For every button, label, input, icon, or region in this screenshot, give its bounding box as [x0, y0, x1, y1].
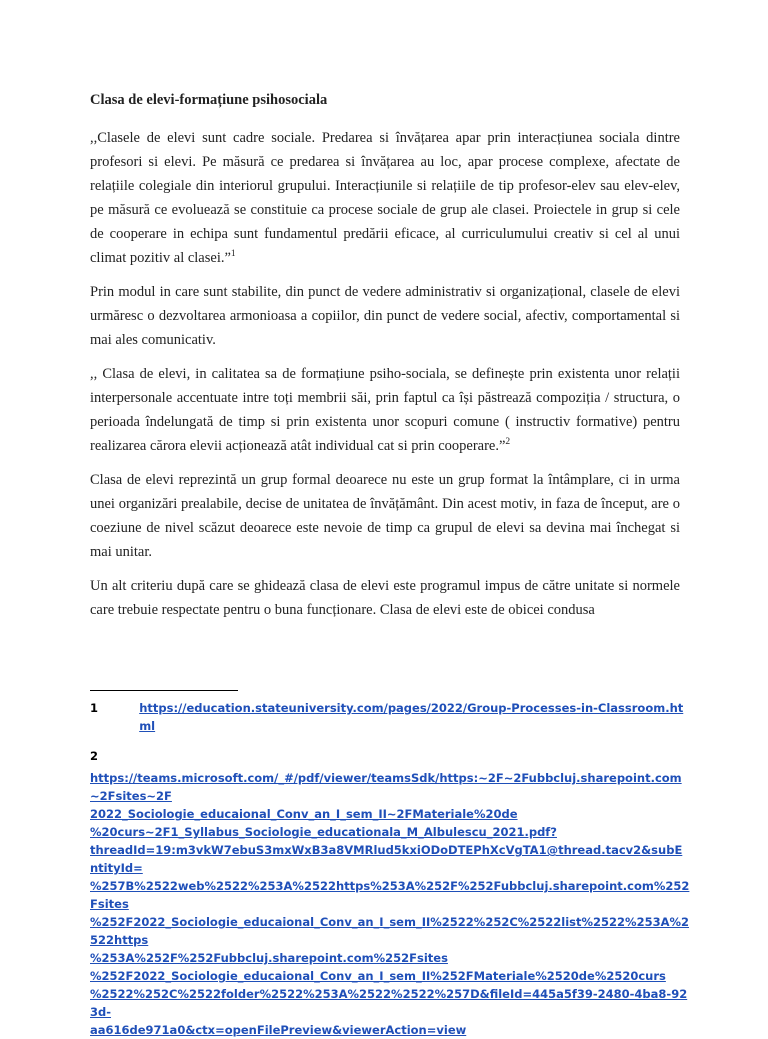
paragraph-5 [90, 574, 680, 622]
footnote-link-line: %2522%252C%2522folder%2522%253A%2522%2522%257D&fileId=445a5f39-2480-4ba8-923d- [90, 987, 688, 1019]
paragraph-2 [90, 280, 680, 352]
footnote-link-line: https://teams.microsoft.com/_#/pdf/viewer/teamsSdk/https:~2F~2Fubbcluj.sharepoint.com~2Fsites~2F [90, 771, 682, 803]
footnote-1 [90, 699, 690, 735]
paragraph-4 [90, 468, 680, 564]
paragraph-text: ,, Clasa de elevi, in calitatea sa de formațiune psiho-sociala, se definește prin existenta unor relații interpersonale accentuate intre toți membrii săi, prin faptul ca își păstrează compoziția / structura, o perioada îndelungată de timp si prin existenta unor scopuri comune ( instructiv formative) pentru realizarea cărora elevii acționează atât individual cat si prin cooperare.” [90, 366, 680, 454]
paragraph-quote-1 [90, 126, 680, 270]
footnote-number: 1 [90, 701, 99, 715]
paragraph-text: Un alt criteriu după care se ghidează clasa de elevi este programul impus de către unitate si normele care trebuie respectate pentru o buna funcționare. Clasa de elevi este de obicei condusa [90, 578, 680, 618]
footnote-link-line: %20curs~2F1_Syllabus_Sociologie_educationala_M_Albulescu_2021.pdf? [90, 825, 557, 839]
footnote-link-line: threadId=19:m3vkW7ebuS3mxWxB3a8VMRlud5kxiODoDTEPhXcVgTA1@thread.tacv2&subEntityId= [90, 843, 683, 875]
footnotes-section [90, 690, 690, 1039]
paragraph-text: ,,Clasele de elevi sunt cadre sociale. Predarea si învățarea apar prin interacțiunea sociala dintre profesori si elevi. Pe măsură ce predarea si învățarea au loc, apar procese complexe, afectate de relațiile colegiale din interiorul grupului. Interacțiunile si relațiile de tip profesor-elev sau elev-elev, pe măsură ce evoluează se constituie ca procese sociale de grup ale clasei. Proiectele in grup si cele de cooperare in echipa sunt fundamentul predării eficace, al curriculumului creativ si cel al unui climat pozitiv al clasei.” [90, 130, 680, 266]
footnote-number: 2 [90, 749, 99, 763]
footnote-link-line: %252F2022_Sociologie_educaional_Conv_an_I_sem_II%2522%252C%2522list%2522%253A%2522https [90, 915, 689, 947]
footnote-ref[interactable]: 2 [505, 437, 511, 448]
paragraph-quote-2 [90, 362, 680, 458]
paragraph-text: Prin modul in care sunt stabilite, din punct de vedere administrativ si organizațional, clasele de elevi urmăresc o dezvoltarea armonioasa a copiilor, din punct de vedere social, afectiv, comportamental si mai ales comunicativ. [90, 284, 680, 348]
document-title: Clasa de elevi-formațiune psihosociala [90, 92, 328, 108]
footnote-link-line: %257B%2522web%2522%253A%2522https%253A%252F%252Fubbcluj.sharepoint.com%252Fsites [90, 879, 690, 911]
footnote-link-line: %253A%252F%252Fubbcluj.sharepoint.com%252Fsites [90, 951, 448, 965]
document-body [90, 90, 680, 632]
footnote-link-line: https://education.stateuniversity.com/pages/2022/Group-Processes-in-Classroom.html [139, 701, 684, 733]
footnote-link-line: %252F2022_Sociologie_educaional_Conv_an_I_sem_II%252FMateriale%2520de%2520curs [90, 969, 666, 983]
footnote-link[interactable] [90, 769, 690, 1039]
footnote-link-line: 2022_Sociologie_educaional_Conv_an_I_sem_II~2FMateriale%20de [90, 807, 518, 821]
footnote-link-line: aa616de971a0&ctx=openFilePreview&viewerAction=view [90, 1023, 467, 1037]
paragraph-text: Clasa de elevi reprezintă un grup formal deoarece nu este un grup format la întâmplare, ci in urma unei organizări prealabile, decise de unitatea de învățământ. Din acest motiv, in faza de început, are o coeziune de nivel scăzut deoarece este nevoie de timp ca grupul de elevi sa devina mai închegat si mai unitar. [90, 472, 680, 560]
footnote-separator [90, 690, 238, 691]
footnote-2 [90, 747, 690, 1039]
footnote-ref[interactable]: 1 [230, 249, 236, 260]
footnote-link[interactable] [139, 699, 690, 735]
